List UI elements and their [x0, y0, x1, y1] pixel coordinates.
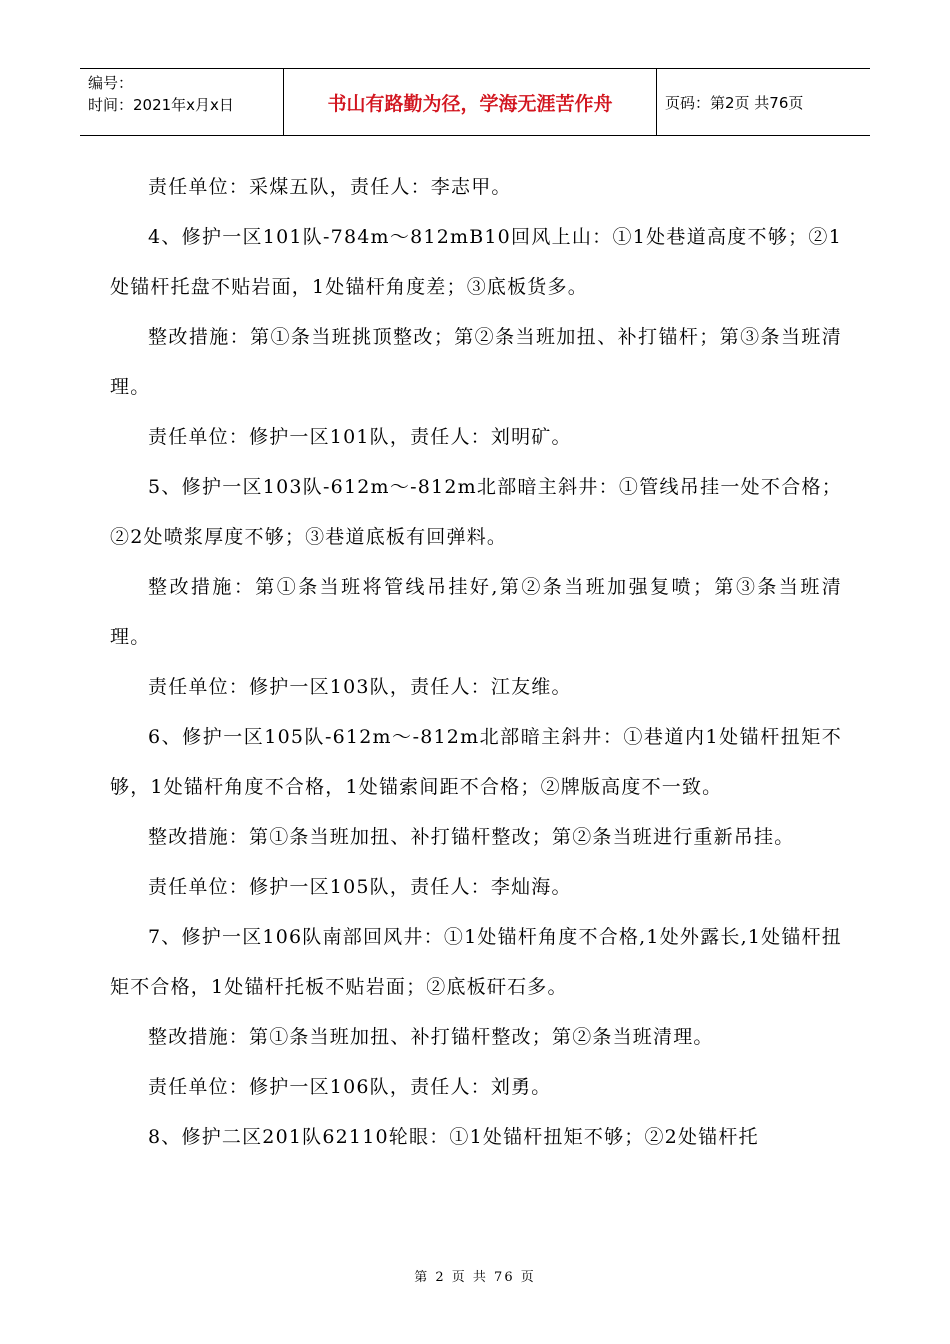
header-page-label: 页码：第2页 共76页: [665, 93, 804, 112]
document-time-label: 时间：2021年x月x日: [88, 96, 234, 114]
paragraph: 责任单位：修护一区101队，责任人：刘明矿。: [148, 426, 572, 448]
paragraph: 整改措施：第①条当班加扭、补打锚杆整改；第②条当班清理。: [148, 1026, 714, 1048]
page-footer: [0, 1266, 950, 1285]
paragraph: 7、修护一区106队南部回风井：①1处锚杆角度不合格,1处外露长,1处锚杆扭矩不合格，1处锚杆托板不贴岩面；②底板矸石多。: [110, 926, 842, 998]
header-info-cell: [80, 69, 283, 135]
paragraph: 整改措施：第①条当班挑顶整改；第②条当班加扭、补打锚杆；第③条当班清理。: [110, 326, 842, 398]
header-page-cell: [657, 69, 870, 135]
paragraph: 整改措施：第①条当班加扭、补打锚杆整改；第②条当班进行重新吊挂。: [148, 826, 795, 848]
footer-page-number: 第 2 页 共 76 页: [414, 1270, 536, 1285]
header-motto-cell: [283, 69, 657, 135]
paragraph: 责任单位：修护一区105队，责任人：李灿海。: [148, 876, 572, 898]
page-header: [80, 68, 870, 136]
paragraph: 责任单位：修护一区106队，责任人：刘勇。: [148, 1076, 552, 1098]
header-motto: 书山有路勤为径，学海无涯苦作舟: [327, 92, 613, 115]
paragraph: 责任单位：修护一区103队，责任人：江友维。: [148, 676, 572, 698]
paragraph: 6、修护一区105队-612m～-812m北部暗主斜井：①巷道内1处锚杆扭矩不够，1处锚杆角度不合格，1处锚索间距不合格；②牌版高度不一致。: [110, 726, 842, 798]
paragraph: 责任单位：采煤五队，责任人：李志甲。: [148, 176, 512, 198]
paragraph: 整改措施：第①条当班将管线吊挂好,第②条当班加强复喷；第③条当班清理。: [110, 576, 842, 648]
paragraph: 8、修护二区201队62110轮眼：①1处锚杆扭矩不够；②2处锚杆托: [148, 1126, 759, 1148]
document-number-label: 编号：: [88, 74, 134, 92]
paragraph: 5、修护一区103队-612m～-812m北部暗主斜井：①管线吊挂一处不合格；②2处喷浆厚度不够；③巷道底板有回弹料。: [110, 476, 842, 548]
document-body: [110, 162, 842, 1162]
paragraph: 4、修护一区101队-784m～812mB10回风上山：①1处巷道高度不够；②1处锚杆托盘不贴岩面，1处锚杆角度差；③底板货多。: [110, 226, 842, 298]
